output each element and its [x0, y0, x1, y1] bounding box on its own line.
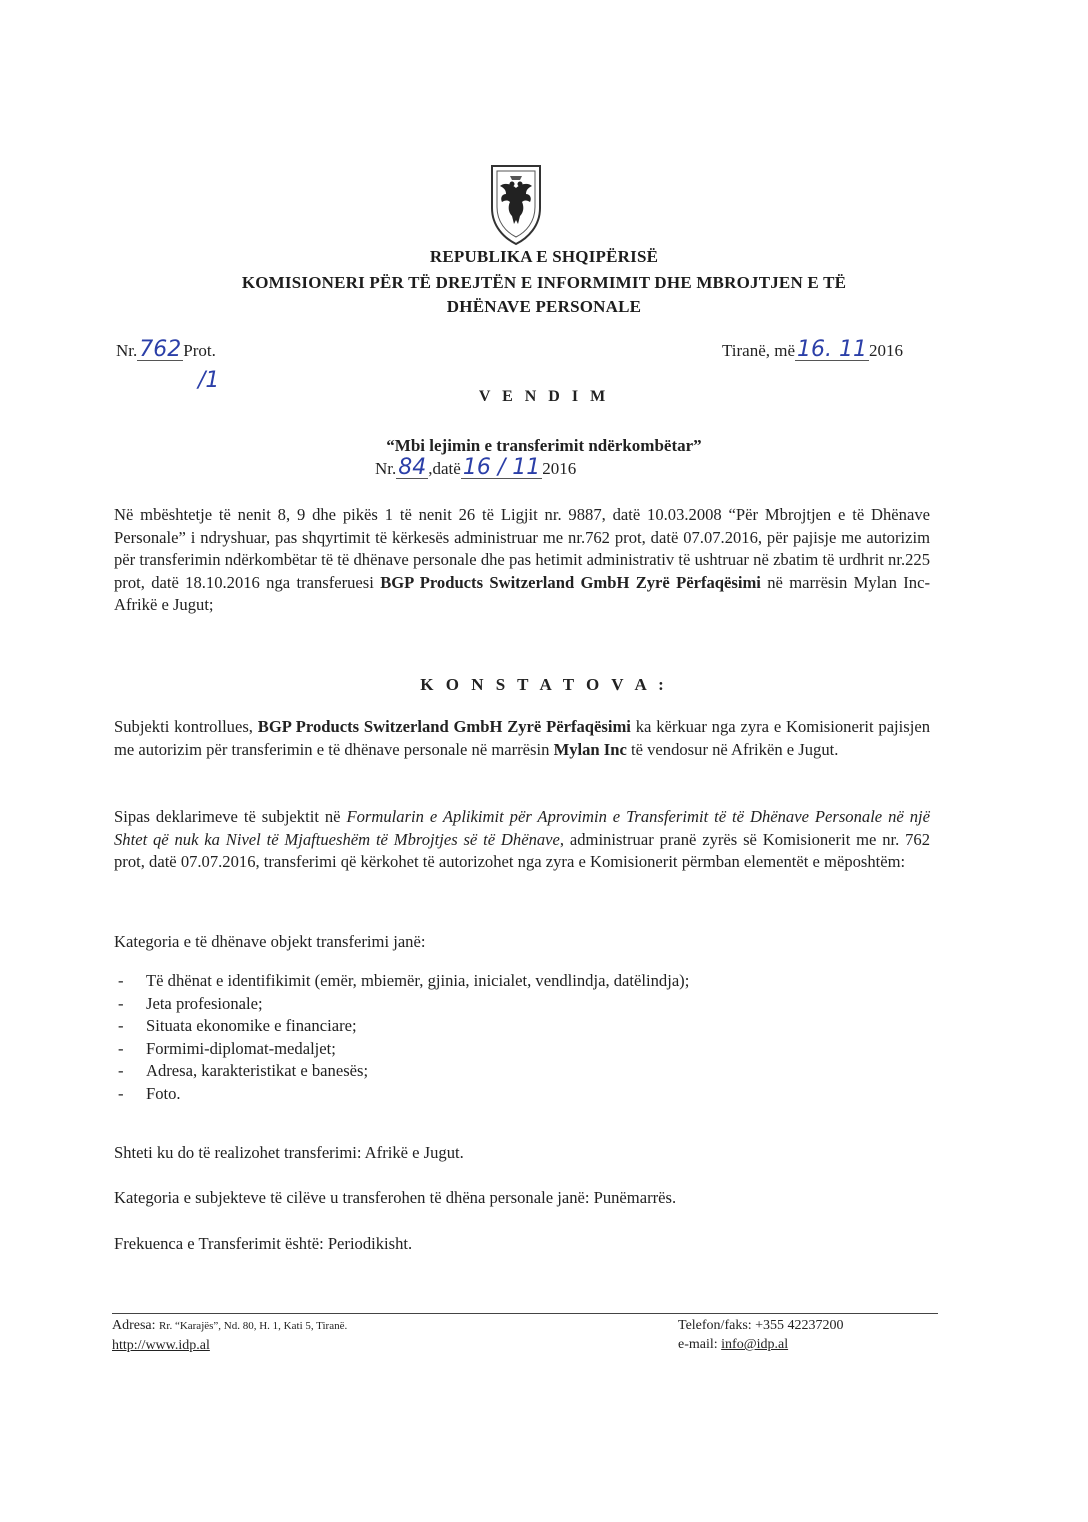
- section-heading-konstatova: K O N S T A T O V A :: [420, 675, 668, 694]
- text-span: Sipas deklarimeve të subjektit në: [114, 807, 347, 826]
- protocol-nr-handwritten: 762: [139, 337, 182, 362]
- footer-right: [678, 1316, 844, 1354]
- protocol-subnumber-handwritten: /1: [198, 368, 220, 393]
- decision-date-handwritten: 16 / 11: [462, 455, 541, 480]
- footer-email: [678, 1335, 844, 1354]
- decision-date-label: ,datë: [428, 459, 461, 478]
- address-label: Adresa:: [112, 1318, 156, 1333]
- data-categories-list: [114, 970, 689, 1105]
- place-date: [722, 337, 904, 362]
- protocol-nr-label: Nr.: [116, 341, 138, 360]
- address-value: Rr. “Karajës”, Nd. 80, H. 1, Kati 5, Tiranë.: [159, 1320, 348, 1332]
- footer-address: [112, 1316, 347, 1336]
- date-year: 2016: [869, 341, 904, 360]
- transferor-name: BGP Products Switzerland GmbH Zyrë Përfaqësimi: [380, 572, 761, 592]
- footer-left: [112, 1316, 347, 1355]
- website-link[interactable]: http://www.idp.al: [112, 1338, 210, 1353]
- list-item: - Jeta profesionale;: [114, 993, 689, 1016]
- text-span: të vendosur në Afrikën e Jugut.: [626, 739, 839, 759]
- header-country: REPUBLIKA E SHQIPËRISË: [429, 247, 659, 266]
- footer-phone: Telefon/faks: +355 42237200: [678, 1318, 844, 1333]
- header-institution: KOMISIONERI PËR TË DREJTËN E INFORMIMIT DHE MBROJTJEN E TË: [241, 273, 847, 292]
- date-handwritten: 16. 11: [797, 337, 868, 362]
- coat-of-arms-icon: [486, 160, 546, 246]
- text-span: Në mbështetje të nenit 8, 9 dhe pikës 1 të nenit 26 të Ligjit nr. 9887, datë 10.03.2008 “Për Mbrojtjen e të Dhënave Personale” i ndryshuar, pas shqyrtimit të kërkesës administruar me nr.762 prot, datë 07.07.2016, për pajisje me autorizim për transferimin ndërkombëtar të të dhënave personale dhe pas hetimit administrativ të ushtruar në zbatim të urdhrit nr.225 prot, datë 18.10.2016 nga transferuesi: [114, 505, 930, 592]
- decision-number-date: [375, 455, 577, 480]
- text-span: Subjekti kontrollues,: [114, 717, 258, 736]
- text-span: ka kërkuar nga zyra e Komisionerit pajisjen me autorizim për transferimin e të dhënave personale në marrësin: [114, 717, 931, 759]
- decision-nr-label: Nr.: [375, 459, 397, 478]
- paragraph-legal-basis: [114, 504, 930, 617]
- text-span: , administruar pranë zyrës së Komisionerit me nr. 762 prot, datë 07.07.2016, transferimi që kërkohet të autorizohet nga zyra e Komisionerit përmban elementët e mëposhtëm:: [114, 829, 930, 871]
- recipient-name: Mylan Inc: [553, 739, 627, 759]
- controller-name: BGP Products Switzerland GmbH Zyrë Përfaqësimi: [257, 717, 631, 736]
- paragraph-subject-category: Kategoria e subjekteve të cilëve u transferohen të dhëna personale janë: Punëmarrës.: [114, 1188, 677, 1207]
- paragraph-categories-intro: Kategoria e të dhënave objekt transferimi janë:: [114, 932, 426, 951]
- list-item: - Foto.: [114, 1083, 689, 1106]
- place-label: Tiranë, më: [722, 341, 796, 360]
- list-item: - Situata ekonomike e financiare;: [114, 1015, 689, 1038]
- decision-year: 2016: [542, 459, 577, 478]
- paragraph-frequency: Frekuenca e Transferimit është: Periodikisht.: [114, 1234, 413, 1253]
- form-title: Formularin e Aplikimit për Aprovimin e Transferimit të të Dhënave Personale në një Shtet që nuk ka Nivel të Mjaftueshëm të Mbrojtjes së të Dhënave: [114, 807, 930, 849]
- paragraph-subject: [114, 716, 930, 761]
- header-institution-cont: DHËNAVE PERSONALE: [446, 297, 642, 316]
- paragraph-destination-country: Shteti ku do të realizohet transferimi: Afrikë e Jugut.: [114, 1143, 464, 1162]
- decision-subtitle: “Mbi lejimin e transferimit ndërkombëtar”: [386, 436, 702, 455]
- decision-nr-handwritten: 84: [398, 455, 427, 480]
- paragraph-declarations: [114, 806, 930, 874]
- protocol-number: [116, 337, 216, 362]
- list-item: - Të dhënat e identifikimit (emër, mbiemër, gjinia, inicialet, vendlindja, datëlindja);: [114, 970, 689, 993]
- decision-title: V E N D I M: [478, 388, 610, 405]
- footer-divider: [112, 1313, 938, 1314]
- email-label: e-mail:: [678, 1337, 722, 1352]
- text-span: në marrësin Mylan Inc- Afrikë e Jugut;: [114, 572, 930, 614]
- protocol-suffix: Prot.: [183, 341, 216, 360]
- list-item: - Adresa, karakteristikat e banesës;: [114, 1060, 689, 1083]
- list-item: - Formimi-diplomat-medaljet;: [114, 1038, 689, 1061]
- email-link[interactable]: info@idp.al: [721, 1337, 789, 1352]
